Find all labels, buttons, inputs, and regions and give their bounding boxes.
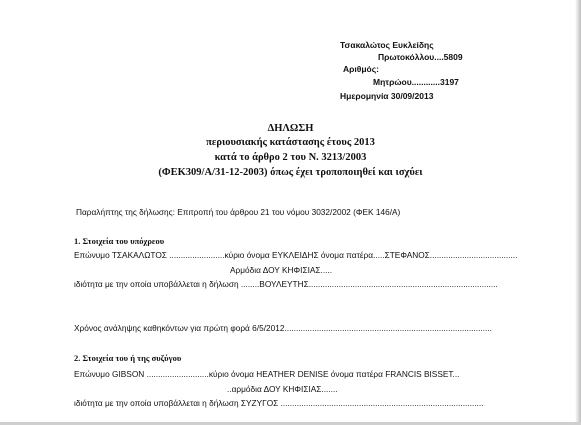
page-edge-shadow xyxy=(575,0,581,425)
protocol-number: Πρωτοκόλλου....5809 xyxy=(378,52,463,62)
section1-tax-office: Αρμόδια ΔΟΥ ΚΗΦΙΣΙΑΣ..... xyxy=(230,265,333,275)
section1-heading: 1. Στοιχεία του υπόχρεου xyxy=(74,236,165,246)
section2-surname-line: Επώνυμο GIBSON ...........................κύριο όνομα HEATHER DENISE όνομα πατέρα FRANCIS BISSET... xyxy=(74,369,460,379)
title-gazette: (ΦΕΚ309/Α/31-12-2003) όπως έχει τροποποιηθεί και ισχύει xyxy=(158,167,423,178)
title-article: κατά το άρθρο 2 του Ν. 3213/2003 xyxy=(214,152,367,163)
section2-tax-office: ..αρμόδια ΔΟΥ ΚΗΦΙΣΙΑΣ....... xyxy=(227,384,338,394)
title-subject: περιουσιακής κατάστασης έτους 2013 xyxy=(206,137,375,148)
section1-surname-line: Επώνυμο ΤΣΑΚΑΛΩΤΟΣ ........................κύριο όνομα ΕΥΚΛΕΙΔΗΣ όνομα πατέρα.....ΣΤΕΦΑΝΟΣ...................................... xyxy=(74,250,518,260)
number-label: Αριθμός: xyxy=(343,64,379,74)
section2-heading: 2. Στοιχεία του ή της συζύγου xyxy=(74,353,182,363)
section1-capacity: ιδιότητα με την οποία υποβάλλεται η δήλωση ........ΒΟΥΛΕΥΤΗΣ.................................................................................. xyxy=(74,279,498,289)
section2-capacity: ιδιότητα με την οποία υποβάλλεται η δήλωση ΣΥΖΥΓΟΣ ........................................................................................ xyxy=(74,398,484,408)
declarant-name: Τσακαλώτος Ευκλείδης xyxy=(340,40,434,50)
declaration-date: Ημερομηνία 30/09/2013 xyxy=(340,91,434,101)
recipient-line: Παραλήπτης της δήλωσης: Επιτροπή του άρθρου 21 του νόμου 3032/2002 (ΦΕΚ 146/Α) xyxy=(76,207,401,217)
section1-start-date: Χρόνος ανάληψης καθηκόντων για πρώτη φορά 6/5/2012.......................................................................................... xyxy=(74,323,492,333)
title-declaration: ΔΗΛΩΣΗ xyxy=(267,123,314,134)
registry-number: Μητρώου............3197 xyxy=(373,77,459,87)
